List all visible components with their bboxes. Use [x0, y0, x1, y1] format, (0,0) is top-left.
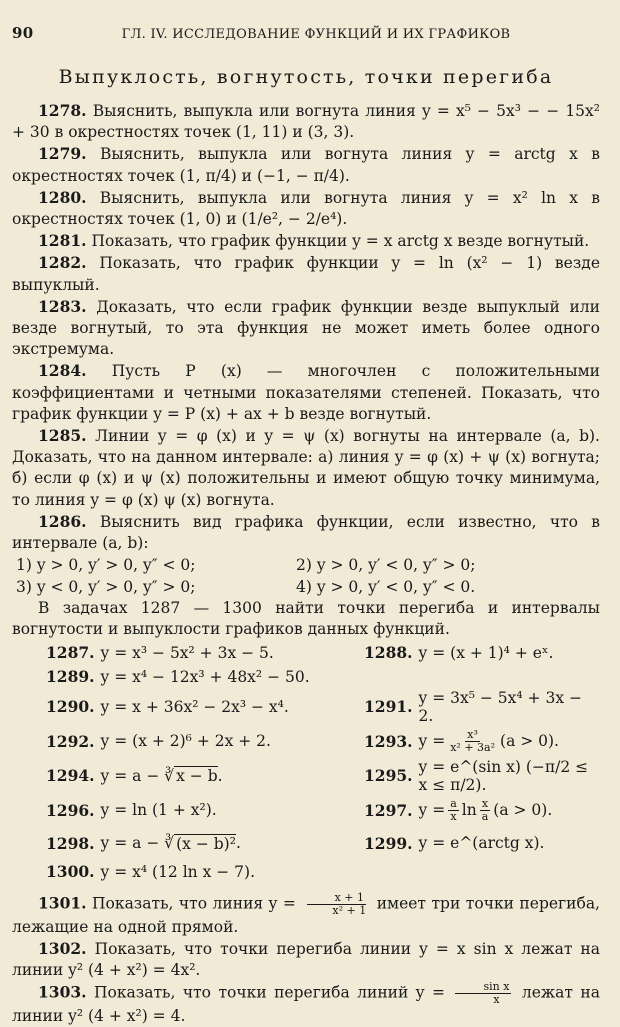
section-title: Выпуклость, вогнутость, точки перегиба — [58, 66, 554, 88]
problem-1281: 1281. Показать, что график функции y = x arctg x везде вогнутый. — [38, 231, 590, 251]
fraction: $\frac{\text{sin x}}{x}$ — [455, 981, 511, 1006]
problem-1285: 1285. Линии y = φ (x) и y = ψ (x) вогнуты на интервале (a, b). Доказать, что на данном интервале: а) линия y = φ (x) + ψ (x) вогнута; б) если φ (x) и ψ (x) положительны и имеют общую точку минимума, то линия y = φ (x) ψ (x) вогнута. — [12, 426, 600, 509]
problem-grid — [12, 641, 600, 884]
problem-1299: 1299. y = e^(arctg x). — [364, 833, 545, 853]
radicand: x − b — [176, 767, 218, 786]
problem-1297: 1297. y = $\frac{a}{x}$ ln $\frac{x}{a}$ (a > 0). — [364, 796, 553, 823]
problem-1295: 1295. y = e^(sin x) (−π/2 ≤ x ≤ π/2). — [364, 757, 589, 794]
problem-1292: 1292. y = (x + 2)⁶ + 2x + 2. — [46, 731, 271, 751]
problem-1293: 1293. y = $\frac{\text{x³}}{\text{x² + 3a²}}$ (a > 0). — [364, 727, 559, 754]
problem-1282: 1282. Показать, что график функции y = ln (x² − 1) везде выпуклый. — [12, 253, 600, 294]
problem-1291: 1291. y = 3x⁵ − 5x⁴ + 3x − 2. — [364, 688, 582, 725]
problem-1298: 1298. y = a − ∛ (x − b)² . — [46, 833, 241, 853]
running-head — [12, 24, 600, 46]
problem-1280: 1280. Выяснить, выпукла или вогнута линия y = x² ln x в окрестностях точек (1, 0) и (1/e², − 2/e⁴). — [12, 187, 600, 229]
problem-1287: 1287. y = x³ − 5x² + 3x − 5. — [46, 643, 274, 663]
problem-1296: 1296. y = ln (1 + x²). — [46, 800, 217, 820]
problem-1294: 1294. y = a − ∛ x − b . — [46, 766, 223, 786]
problem-1302: 1302. Показать, что точки перегиба линии y = x sin x лежат на линии y² (4 + x²) = 4x². — [12, 938, 600, 980]
problem-1283: 1283. Доказать, что если график функции везде выпуклый или везде вогнутый, то эта функция не может иметь более одного экстремума. — [12, 296, 600, 359]
condition-2: 2) y > 0, y′ < 0, y″ > 0; — [296, 556, 476, 575]
problem-1303: 1303. Показать, что точки перегиба линий y = $\frac{\text{sin x}}{x}$ лежат на линии y² (4 + x²) = 4. — [12, 980, 600, 1026]
problem-1301: 1301. Показать, что линия y = $\frac{x + 1}{\text{x² + 1}}$ имеет три точки перегиба, лежащие на одной прямой. — [12, 890, 600, 936]
condition-1: 1) y > 0, y′ > 0, y″ < 0; — [16, 556, 196, 575]
problems-intro: В задачах 1287 — 1300 найти точки перегиба и интервалы вогнутости и выпуклости графиков данных функций. — [12, 599, 600, 639]
conditions-row-2 — [12, 576, 600, 598]
page-number: 90 — [12, 24, 34, 42]
fraction: $\frac{a}{x}$ — [450, 796, 457, 823]
problem-1289: 1289. y = x⁴ − 12x³ + 48x² − 50. — [46, 667, 310, 687]
running-title: ГЛ. IV. ИССЛЕДОВАНИЕ ФУНКЦИЙ И ИХ ГРАФИКОВ — [121, 27, 511, 42]
problem-1278: 1278. Выяснить, выпукла или вогнута линия y = x⁵ − 5x³ − − 15x² + 30 в окрестностях точек (1, 11) и (3, 3). — [12, 101, 600, 142]
problem-1288: 1288. y = (x + 1)⁴ + eˣ. — [364, 643, 554, 663]
condition-4: 4) y > 0, y′ < 0, y″ < 0. — [296, 578, 476, 597]
radicand: (x − b)² — [176, 834, 236, 853]
problem-1286: 1286. Выяснить вид графика функции, если известно, что в интервале (a, b): — [12, 511, 600, 553]
conditions-row-1 — [12, 554, 600, 576]
problem-1279: 1279. Выяснить, выпукла или вогнута линия y = arctg x в окрестностях точек (1, π/4) и (−1, − π/4). — [12, 144, 600, 185]
problem-1290: 1290. y = x + 36x² − 2x³ − x⁴. — [46, 697, 289, 717]
problem-1284: 1284. Пусть P (x) — многочлен с положительными коэффициентами и четными показателями степеней. Показать, что график функции y = P (x) + ax + b везде вогнутый. — [12, 361, 600, 423]
fraction: $\frac{x}{a}$ — [481, 796, 489, 823]
problem-1300: 1300. y = x⁴ (12 ln x − 7). — [46, 862, 256, 882]
fraction: $\frac{\text{x³}}{\text{x² + 3a²}}$ — [450, 727, 496, 754]
condition-3: 3) y < 0, y′ > 0, y″ > 0; — [16, 578, 196, 597]
fraction: $\frac{x + 1}{\text{x² + 1}}$ — [304, 892, 368, 917]
